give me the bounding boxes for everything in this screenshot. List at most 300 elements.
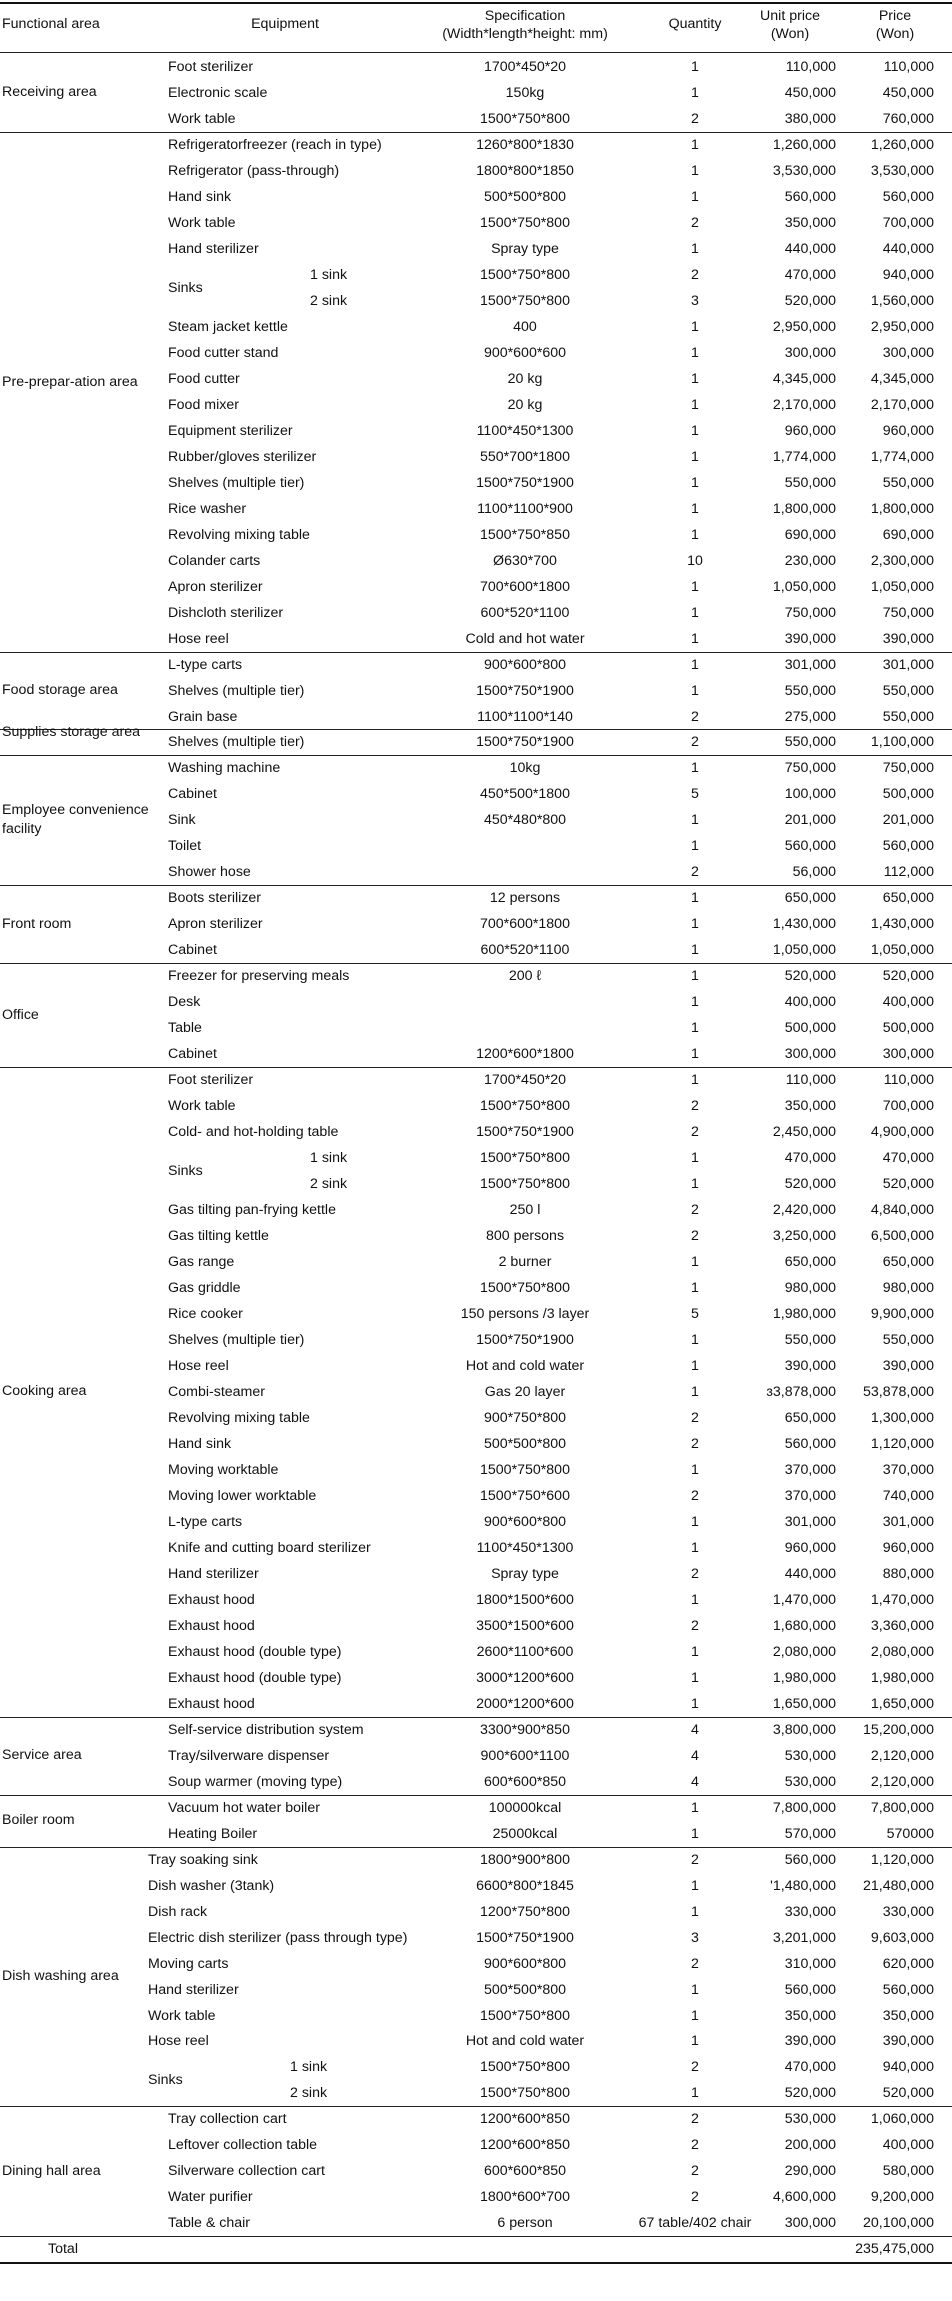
specification-value: 900*750*800 (483, 1409, 567, 1426)
price-value: 500,000 (882, 1020, 934, 1037)
functional-area-label: Employee convenience facility (2, 802, 149, 837)
quantity-value: 2 (691, 708, 699, 725)
price-value: 1,800,000 (870, 500, 934, 517)
quantity-value: 1 (691, 1877, 699, 1894)
equipment-name: Exhaust hood (double type) (168, 1643, 342, 1660)
equipment-name: Hand sterilizer (148, 1981, 239, 1998)
price-value: 750,000 (882, 760, 934, 777)
equipment-name: Table (168, 1020, 202, 1037)
price-value: 1,100,000 (870, 734, 934, 751)
unit-price-value: 650,000 (784, 1254, 836, 1271)
equipment-name: Food mixer (168, 396, 239, 413)
specification-value: 100000kcal (488, 1799, 562, 1816)
quantity-value: 1 (691, 136, 699, 153)
quantity-value: 1 (691, 604, 699, 621)
price-value: 21,480,000 (862, 1877, 934, 1894)
price-value: 15,200,000 (862, 1721, 934, 1738)
equipment-name: Sinks (168, 279, 203, 296)
quantity-value: 10 (687, 552, 703, 569)
quantity-value: 1 (691, 656, 699, 673)
unit-price-value: 301,000 (784, 656, 836, 673)
group-separator (0, 652, 952, 653)
price-value: 1,300,000 (870, 1409, 934, 1426)
quantity-value: 1 (691, 1020, 699, 1037)
unit-price-value: 350,000 (784, 2007, 836, 2024)
specification-value: 2600*1100*600 (476, 1643, 574, 1660)
quantity-value: 3 (691, 1929, 699, 1946)
quantity-value: 67 table/402 chair (638, 2215, 752, 2232)
quantity-value: 1 (691, 1254, 699, 1271)
unit-price-value: 300,000 (784, 1046, 836, 1063)
price-value: 560,000 (882, 1981, 934, 1998)
quantity-value: 1 (691, 1383, 699, 1400)
quantity-value: 2 (691, 2059, 699, 2076)
price-value: 4,900,000 (870, 1124, 934, 1141)
price-value: 9,900,000 (870, 1306, 934, 1323)
specification-value: 1100*1100*140 (477, 708, 573, 725)
quantity-value: 1 (691, 994, 699, 1011)
specification-value: 1500*750*1900 (476, 1124, 574, 1141)
price-value: 580,000 (882, 2163, 934, 2180)
unit-price-value: 390,000 (784, 1358, 836, 1374)
header-unit-price-currency: (Won) (770, 26, 810, 42)
equipment-name: Heating Boiler (168, 1825, 258, 1842)
equipment-name: Hose reel (168, 630, 229, 647)
equipment-name: Knife and cutting board sterilizer (168, 1539, 371, 1556)
specification-value: 3000*1200*600 (476, 1669, 574, 1686)
unit-price-value: 470,000 (784, 1150, 836, 1167)
price-value: 650,000 (882, 1254, 934, 1271)
unit-price-value: '1,480,000 (770, 1877, 836, 1894)
quantity-value: 1 (691, 630, 699, 647)
group-separator (0, 2106, 952, 2107)
quantity-value: 1 (691, 448, 699, 465)
unit-price-value: 520,000 (784, 2085, 836, 2102)
quantity-value: 4 (691, 1721, 699, 1738)
price-value: 980,000 (882, 1280, 934, 1297)
quantity-value: 1 (691, 1669, 699, 1686)
equipment-name: Soup warmer (moving type) (168, 1773, 343, 1790)
equipment-name: Hose reel (168, 1358, 229, 1374)
equipment-name: L-type carts (168, 1513, 243, 1530)
unit-price-value: 650,000 (784, 890, 836, 907)
equipment-name: Gas range (168, 1254, 235, 1271)
equipment-name: Rice washer (168, 500, 247, 517)
specification-value: 1500*750*1900 (476, 1929, 574, 1946)
price-value: 112,000 (883, 864, 934, 881)
unit-price-value: 550,000 (784, 474, 836, 491)
price-value: 201,000 (882, 812, 934, 829)
unit-price-value: 560,000 (784, 1851, 836, 1868)
equipment-name: Washing machine (168, 760, 281, 777)
specification-value: 1500*750*800 (480, 110, 570, 127)
equipment-name: Work table (168, 214, 236, 231)
quantity-value: 1 (691, 1280, 699, 1297)
equipment-name: Work table (148, 2007, 216, 2024)
quantity-value: 1 (691, 526, 699, 543)
price-value: 1,560,000 (870, 292, 934, 309)
price-value: 1,050,000 (870, 578, 934, 595)
equipment-name: Electric dish sterilizer (pass through type) (148, 1929, 408, 1946)
quantity-value: 1 (691, 240, 699, 257)
specification-value: 1500*750*1900 (476, 1332, 574, 1349)
equipment-name: Sinks (148, 2072, 183, 2089)
equipment-name: Steam jacket kettle (168, 318, 288, 335)
price-value: 880,000 (882, 1565, 934, 1582)
price-value: 520,000 (882, 1176, 934, 1193)
specification-value: 10kg (509, 760, 541, 777)
unit-price-value: 275,000 (784, 708, 836, 725)
price-value: 1,120,000 (870, 1851, 934, 1868)
price-value: 1,060,000 (870, 2111, 934, 2128)
equipment-name: Refrigerator (pass-through) (168, 162, 340, 179)
unit-price-value: 1,774,000 (772, 448, 836, 465)
specification-value: 600*520*1100 (480, 942, 570, 959)
quantity-value: 1 (691, 1643, 699, 1660)
specification-value: 1200*600*1800 (476, 1046, 574, 1063)
specification-value: 1100*450*1300 (476, 1539, 574, 1556)
equipment-name: Cabinet (168, 1046, 217, 1063)
equipment-name: Equipment sterilizer (168, 422, 293, 439)
quantity-value: 1 (691, 1358, 699, 1374)
specification-value: 900*600*1100 (480, 1747, 570, 1764)
specification-value: 1500*750*800 (480, 2059, 570, 2076)
unit-price-value: 560,000 (784, 188, 836, 205)
quantity-value: 2 (691, 2137, 699, 2154)
quantity-value: 1 (691, 1332, 699, 1349)
functional-area-label: Dining hall area (2, 2163, 101, 2179)
quantity-value: 1 (691, 1176, 699, 1193)
unit-price-value: 301,000 (784, 1513, 836, 1530)
price-value: 690,000 (882, 526, 934, 543)
quantity-value: 4 (691, 1773, 699, 1790)
unit-price-value: 2,420,000 (772, 1202, 836, 1219)
equipment-name: Hose reel (148, 2033, 209, 2050)
equipment-name: Cold- and hot-holding table (168, 1124, 339, 1141)
specification-value: 12 persons (489, 890, 561, 907)
quantity-value: 1 (691, 942, 699, 959)
unit-price-value: 3,250,000 (772, 1228, 836, 1245)
quantity-value: 2 (691, 2189, 699, 2206)
equipment-name: Dish rack (148, 1903, 208, 1920)
specification-value: 1500*750*1900 (476, 682, 574, 699)
equipment-name: L-type carts (168, 656, 243, 673)
unit-price-value: 200,000 (784, 2137, 836, 2154)
price-value: 1,430,000 (870, 916, 934, 933)
unit-price-value: 1,680,000 (772, 1617, 836, 1634)
quantity-value: 2 (691, 734, 699, 751)
quantity-value: 1 (691, 59, 699, 75)
equipment-name: Work table (168, 110, 236, 127)
group-separator (0, 1847, 952, 1848)
unit-price-value: 2,450,000 (772, 1124, 836, 1141)
unit-price-value: 530,000 (784, 1747, 836, 1764)
unit-price-value: 520,000 (784, 968, 836, 985)
specification-value: 800 persons (485, 1228, 565, 1245)
price-value: 550,000 (882, 682, 934, 699)
equipment-name: Dishcloth sterilizer (168, 604, 284, 621)
quantity-value: 1 (691, 1591, 699, 1608)
price-value: 520,000 (882, 2085, 934, 2102)
quantity-value: 2 (691, 1851, 699, 1868)
quantity-value: 2 (691, 214, 699, 231)
functional-area-label: Food storage area (2, 682, 118, 698)
price-value: 3,530,000 (870, 162, 934, 179)
group-separator (0, 1717, 952, 1718)
specification-value: 1700*450*20 (483, 59, 567, 75)
functional-area-label: Cooking area (2, 1383, 87, 1399)
equipment-name: Food cutter stand (168, 344, 279, 361)
price-value: 2,120,000 (870, 1747, 934, 1764)
functional-area-label: Dish washing area (2, 1968, 119, 1984)
unit-price-value: 350,000 (784, 214, 836, 231)
equipment-name: Tray/silverware dispenser (168, 1747, 330, 1764)
specification-value: 900*600*800 (483, 1955, 567, 1972)
group-separator (0, 755, 952, 756)
equipment-name: Gas tilting kettle (168, 1228, 269, 1245)
sink-subtype: 1 sink (310, 266, 348, 283)
price-value: 1,650,000 (870, 1695, 934, 1712)
unit-price-value: 530,000 (784, 1773, 836, 1790)
price-value: 550,000 (882, 474, 934, 491)
price-value: 2,300,000 (870, 552, 934, 569)
equipment-name: Work table (168, 1098, 236, 1115)
quantity-value: 1 (691, 1799, 699, 1816)
unit-price-value: 2,170,000 (772, 396, 836, 413)
equipment-name: Food cutter (168, 370, 240, 387)
equipment-name: Self-service distribution system (168, 1721, 364, 1738)
unit-price-value: 960,000 (784, 1539, 836, 1556)
price-value: 940,000 (882, 266, 934, 283)
unit-price-value: 4,345,000 (772, 370, 836, 387)
equipment-name: Shower hose (168, 864, 251, 881)
specification-value: 1500*750*800 (480, 2007, 570, 2024)
price-value: 110,000 (883, 59, 934, 75)
specification-value: 1500*750*800 (480, 214, 570, 231)
unit-price-value: 750,000 (784, 604, 836, 621)
quantity-value: 1 (691, 1072, 699, 1089)
quantity-value: 1 (691, 838, 699, 855)
equipment-name: Gas tilting pan-frying kettle (168, 1202, 336, 1219)
quantity-value: 1 (691, 1513, 699, 1530)
price-value: 440,000 (882, 240, 934, 257)
unit-price-value: 350,000 (784, 1098, 836, 1115)
price-value: 750,000 (882, 604, 934, 621)
specification-value: 1700*450*20 (483, 1072, 567, 1089)
price-value: 53,878,000 (862, 1383, 934, 1400)
unit-price-value: 400,000 (784, 994, 836, 1011)
specification-value: Hot and cold water (465, 1358, 585, 1374)
quantity-value: 2 (691, 2163, 699, 2180)
equipment-name: Table & chair (168, 2215, 251, 2232)
unit-price-value: 300,000 (784, 344, 836, 361)
specification-value: 1200*750*800 (480, 1903, 570, 1920)
equipment-name: Sinks (168, 1163, 203, 1180)
quantity-value: 2 (691, 1955, 699, 1972)
specification-value: 400 (513, 318, 537, 335)
price-value: 700,000 (882, 1098, 934, 1115)
equipment-name: Revolving mixing table (168, 526, 310, 543)
equipment-name: Hand sterilizer (168, 240, 259, 257)
specification-value: 1500*750*800 (480, 1280, 570, 1297)
quantity-value: 2 (691, 1124, 699, 1141)
equipment-name: Grain base (168, 708, 238, 725)
quantity-value: 1 (691, 370, 699, 387)
equipment-name: Revolving mixing table (168, 1409, 310, 1426)
header-bottom-rule (0, 52, 952, 53)
quantity-value: 1 (691, 916, 699, 933)
quantity-value: 5 (691, 1306, 699, 1323)
quantity-value: 2 (691, 1487, 699, 1504)
specification-value: Cold and hot water (465, 630, 585, 647)
equipment-name: Colander carts (168, 552, 261, 569)
unit-price-value: 450,000 (784, 84, 836, 101)
specification-value: 1500*750*800 (480, 2085, 570, 2102)
specification-value: 6 person (497, 2215, 553, 2232)
price-value: 1,470,000 (870, 1591, 934, 1608)
quantity-value: 2 (691, 266, 699, 283)
unit-price-value: 390,000 (784, 2033, 836, 2050)
equipment-name: Moving worktable (168, 1461, 279, 1478)
specification-value: 700*600*1800 (480, 916, 570, 933)
functional-area-label: Receiving area (2, 84, 97, 100)
unit-price-value: 4,600,000 (772, 2189, 836, 2206)
unit-price-value: 330,000 (784, 1903, 836, 1920)
specification-value: 1500*750*600 (480, 1487, 570, 1504)
price-value: 300,000 (882, 1046, 934, 1063)
sink-subtype: 2 sink (310, 1176, 348, 1193)
equipment-name: Freezer for preserving meals (168, 968, 350, 985)
quantity-value: 3 (691, 292, 699, 309)
specification-value: Hot and cold water (465, 2033, 585, 2050)
equipment-name: Foot sterilizer (168, 59, 254, 75)
equipment-name: Toilet (168, 838, 202, 855)
quantity-value: 1 (691, 344, 699, 361)
specification-value: 20 kg (507, 370, 543, 387)
quantity-value: 1 (691, 2085, 699, 2102)
unit-price-value: 440,000 (784, 1565, 836, 1582)
quantity-value: 1 (691, 396, 699, 413)
unit-price-value: 560,000 (784, 838, 836, 855)
specification-value: 25000kcal (492, 1825, 558, 1842)
specification-value: 1500*750*800 (480, 1176, 570, 1193)
equipment-name: Refrigeratorfreezer (reach in type) (168, 136, 382, 153)
equipment-name: Apron sterilizer (168, 916, 263, 933)
price-value: 4,840,000 (870, 1202, 934, 1219)
specification-value: 1500*750*800 (480, 266, 570, 283)
specification-value: 700*600*1800 (480, 578, 570, 595)
specification-value: 900*600*800 (483, 656, 567, 673)
header-price: Price (878, 8, 912, 24)
equipment-name: Exhaust hood (168, 1591, 255, 1608)
price-value: 4,345,000 (870, 370, 934, 387)
price-value: 650,000 (882, 890, 934, 907)
unit-price-value: 380,000 (784, 110, 836, 127)
unit-price-value: 1,430,000 (772, 916, 836, 933)
table-top-rule (0, 2, 952, 4)
price-value: 940,000 (882, 2059, 934, 2076)
specification-value: 200 ℓ (508, 968, 542, 985)
quantity-value: 1 (691, 1825, 699, 1842)
unit-price-value: 550,000 (784, 1332, 836, 1349)
specification-value: 20 kg (507, 396, 543, 413)
unit-price-value: 980,000 (784, 1280, 836, 1297)
unit-price-value: 520,000 (784, 292, 836, 309)
unit-price-value: 650,000 (784, 1409, 836, 1426)
price-value: 301,000 (882, 1513, 934, 1530)
quantity-value: 1 (691, 2033, 699, 2050)
price-value: 400,000 (882, 994, 934, 1011)
equipment-name: Gas griddle (168, 1280, 241, 1297)
unit-price-value: 690,000 (784, 526, 836, 543)
specification-value: 1500*750*800 (480, 1461, 570, 1478)
price-value: 760,000 (882, 110, 934, 127)
equipment-name: Hand sterilizer (168, 1565, 259, 1582)
quantity-value: 1 (691, 1046, 699, 1063)
specification-value: 1500*750*800 (480, 1098, 570, 1115)
equipment-name: Tray soaking sink (148, 1851, 258, 1868)
quantity-value: 1 (691, 1461, 699, 1478)
unit-price-value: 550,000 (784, 734, 836, 751)
unit-price-value: 530,000 (784, 2111, 836, 2128)
specification-value: 900*600*800 (483, 1513, 567, 1530)
price-value: 550,000 (882, 708, 934, 725)
unit-price-value: 440,000 (784, 240, 836, 257)
price-value: 960,000 (882, 422, 934, 439)
specification-value: 150 persons /3 layer (460, 1306, 590, 1323)
unit-price-value: 520,000 (784, 1176, 836, 1193)
price-value: 500,000 (882, 786, 934, 803)
functional-area-label: Front room (2, 916, 72, 932)
equipment-name: Exhaust hood (168, 1617, 255, 1634)
price-value: 1,774,000 (870, 448, 934, 465)
quantity-value: 1 (691, 1539, 699, 1556)
header-unit-price: Unit price (760, 8, 820, 24)
specification-value: 500*500*800 (483, 1981, 567, 1998)
unit-price-value: 110,000 (785, 1072, 836, 1089)
price-value: 2,080,000 (870, 1643, 934, 1660)
quantity-value: 2 (691, 1228, 699, 1245)
functional-area-label: Pre-prepar-ation area (2, 374, 138, 390)
header-quantity: Quantity (668, 16, 722, 32)
price-value: 20,100,000 (862, 2215, 934, 2232)
quantity-value: 1 (691, 682, 699, 699)
unit-price-value: 1,980,000 (772, 1306, 836, 1323)
specification-value: 450*480*800 (483, 812, 567, 829)
equipment-name: Silverware collection cart (168, 2163, 325, 2180)
equipment-name: Rice cooker (168, 1306, 243, 1323)
unit-price-value: 1,980,000 (772, 1669, 836, 1686)
quantity-value: 2 (691, 864, 699, 881)
unit-price-value: 550,000 (784, 682, 836, 699)
price-value: 6,500,000 (870, 1228, 934, 1245)
unit-price-value: 7,800,000 (772, 1799, 836, 1816)
header-specification: Specification (484, 8, 566, 24)
equipment-name: Water purifier (168, 2189, 253, 2206)
quantity-value: 2 (691, 1617, 699, 1634)
quantity-value: 4 (691, 1747, 699, 1764)
price-value: 560,000 (882, 188, 934, 205)
unit-price-value: 370,000 (784, 1461, 836, 1478)
quantity-value: 1 (691, 760, 699, 777)
specification-value: 500*500*800 (483, 188, 567, 205)
price-value: 2,950,000 (870, 318, 934, 335)
quantity-value: 2 (691, 2111, 699, 2128)
price-value: 620,000 (882, 1955, 934, 1972)
quantity-value: 5 (691, 786, 699, 803)
quantity-value: 2 (691, 1409, 699, 1426)
price-value: 1,260,000 (870, 136, 934, 153)
